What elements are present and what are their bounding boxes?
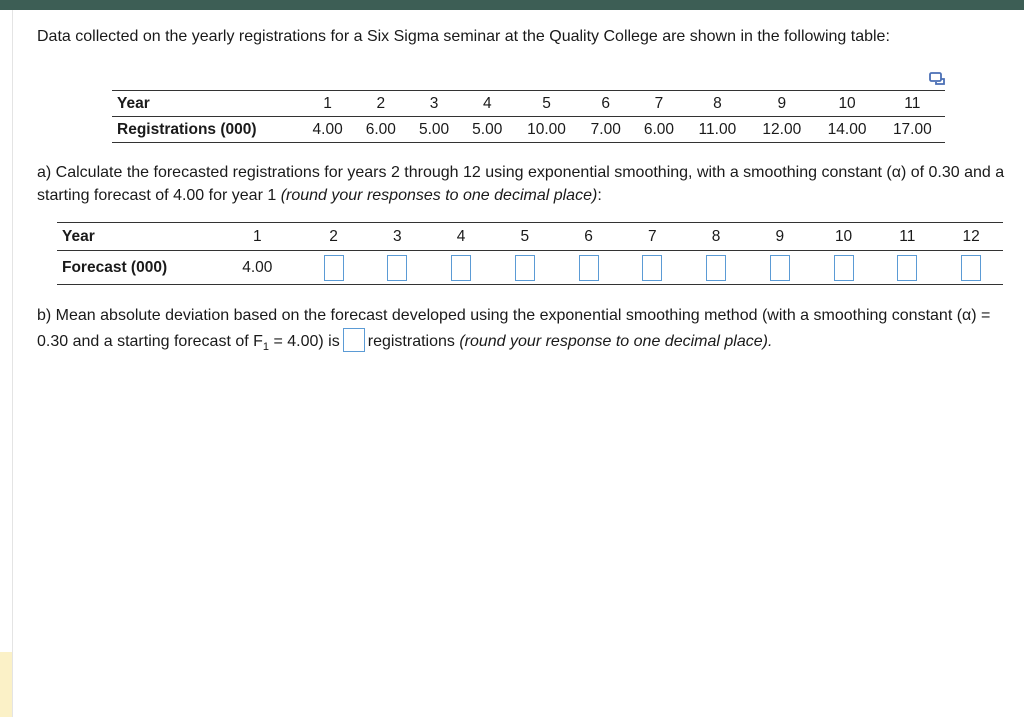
forecast-year-row (57, 223, 1003, 251)
year-cell: 6 (601, 94, 611, 112)
registration-cell: 6.00 (643, 120, 675, 138)
forecast-year-cell: 6 (584, 227, 593, 245)
year-cell: 4 (482, 94, 492, 112)
part-a-question (37, 161, 1017, 207)
forecast-input-year-3[interactable] (387, 255, 407, 281)
registration-cell: 5.00 (418, 120, 450, 138)
part-a-text: a) Calculate the forecasted registrations for years 2 through 12 using exponential smoothing, with a smoothing constant (α) of 0.30 and a starting forecast of 4.00 for year 1 (37, 164, 1005, 204)
year-cell: 2 (376, 94, 386, 112)
forecast-input-year-2[interactable] (324, 255, 344, 281)
forecast-input-year-4[interactable] (451, 255, 471, 281)
forecast-cell (939, 251, 1003, 285)
forecast-year-cell: 11 (899, 227, 916, 245)
forecast-cell (493, 251, 557, 285)
part-b-rounding-note: (round your response to one decimal place). (459, 333, 773, 350)
forecast-year-cell: 4 (456, 227, 466, 245)
intro-text: Data collected on the yearly registrations for a Six Sigma seminar at the Quality College are shown in the following table: (37, 28, 890, 45)
part-a-rounding-note: (round your responses to one decimal place) (280, 187, 598, 204)
registration-cell: 6.00 (365, 120, 396, 138)
registration-cell: 5.00 (472, 120, 503, 138)
part-b-question (37, 303, 1012, 360)
forecast-input-year-11[interactable] (897, 255, 917, 281)
year-cell: 1 (323, 94, 332, 112)
forecast-cell (365, 251, 429, 285)
forecast-year-header: Year (62, 227, 95, 245)
forecast-cell (684, 251, 748, 285)
forecast-cell (557, 251, 621, 285)
registrations-table (112, 90, 945, 143)
forecast-cell (875, 251, 939, 285)
year-cell: 7 (654, 94, 664, 112)
year-cell: 9 (777, 94, 787, 112)
registration-cell: 14.00 (827, 120, 867, 138)
year-cell: 10 (838, 94, 856, 112)
forecast-cell (429, 251, 493, 285)
forecast-input-year-10[interactable] (834, 255, 854, 281)
forecast-cell (302, 251, 366, 285)
forecast-input-year-6[interactable] (579, 255, 599, 281)
registration-cell: 4.00 (312, 120, 343, 138)
side-tab[interactable] (0, 652, 12, 717)
forecast-cell (812, 251, 876, 285)
copy-table-icon[interactable] (928, 70, 946, 86)
registration-cell: 17.00 (892, 120, 932, 138)
left-divider (12, 10, 13, 717)
year-header: Year (117, 94, 150, 112)
registration-cell: 7.00 (590, 120, 621, 138)
part-b-text-2: = 4.00) is (269, 333, 340, 350)
forecast-input-year-7[interactable] (642, 255, 662, 281)
forecast-year-cell: 2 (329, 227, 338, 245)
forecast-row (57, 251, 1003, 285)
forecast-year-cell: 3 (393, 227, 402, 245)
top-bar (0, 0, 1024, 10)
year-row (112, 91, 945, 117)
forecast-header: Forecast (000) (62, 258, 168, 276)
forecast-year1-value: 4.00 (242, 258, 273, 276)
part-b-unit: registrations (367, 333, 460, 350)
forecast-input-year-9[interactable] (770, 255, 790, 281)
forecast-year-cell: 1 (253, 227, 262, 245)
registrations-row (112, 117, 945, 143)
mad-answer-input[interactable] (343, 328, 365, 352)
registration-cell: 10.00 (527, 120, 566, 138)
forecast-input-year-8[interactable] (706, 255, 726, 281)
part-b-subscript: 1 (262, 341, 270, 354)
forecast-year-cell: 9 (775, 227, 785, 245)
forecast-cell (620, 251, 684, 285)
registrations-header: Registrations (000) (117, 120, 257, 138)
forecast-year-cell: 8 (711, 227, 721, 245)
year-cell: 3 (429, 94, 439, 112)
forecast-table (57, 222, 1003, 285)
forecast-input-year-12[interactable] (961, 255, 981, 281)
part-b-text: b) Mean absolute deviation based on the forecast developed using the exponential smoothing method (with a smoothing constant (α) = 0.30 and a starting forecast of F (37, 307, 991, 350)
year-cell: 11 (904, 94, 921, 112)
registration-cell: 11.00 (698, 120, 737, 138)
forecast-year-cell: 5 (520, 227, 530, 245)
forecast-cell (748, 251, 812, 285)
forecast-year-cell: 10 (834, 227, 853, 245)
registration-cell: 12.00 (762, 120, 802, 138)
year-cell: 8 (713, 94, 722, 112)
forecast-year-cell: 7 (648, 227, 657, 245)
part-a-colon: : (597, 187, 602, 204)
forecast-input-year-5[interactable] (515, 255, 535, 281)
year-cell: 5 (542, 94, 551, 112)
forecast-year-cell: 12 (962, 227, 980, 245)
